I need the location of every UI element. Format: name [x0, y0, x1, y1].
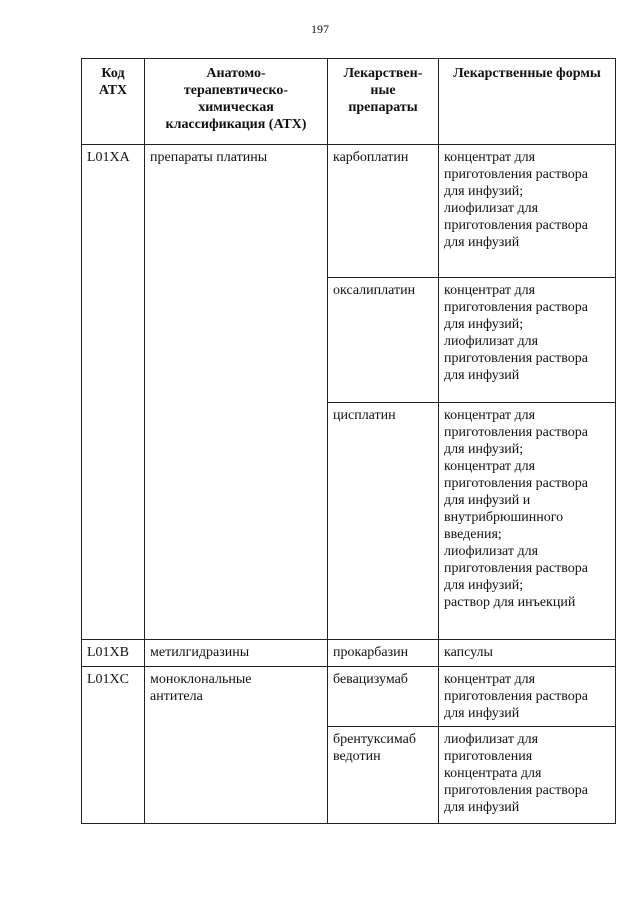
- drug-cell: оксалиплатин: [328, 278, 439, 403]
- drug-cell: бевацизумаб: [328, 667, 439, 727]
- forms-cell: концентрат для приготовления раствора для инфузий; лиофилизат для приготовления раствора для инфузий: [439, 145, 616, 278]
- forms-cell: капсулы: [439, 640, 616, 667]
- page-number: 197: [311, 22, 329, 36]
- header-classification: Анатомо- терапевтическо- химическая классификация (АТХ): [145, 59, 328, 145]
- forms-cell: концентрат для приготовления раствора для инфузий; лиофилизат для приготовления раствора для инфузий: [439, 278, 616, 403]
- drug-cell: брентуксимаб ведотин: [328, 727, 439, 824]
- atx-code-cell: L01XC: [82, 667, 145, 824]
- header-row: [82, 59, 616, 145]
- forms-cell: лиофилизат для приготовления концентрата для приготовления раствора для инфузий: [439, 727, 616, 824]
- forms-cell: концентрат для приготовления раствора для инфузий; концентрат для приготовления раствора для инфузий и внутрибрюшинного введения; лиофилизат для приготовления раствора для инфузий; раствор для инъекций: [439, 403, 616, 640]
- drug-cell: прокарбазин: [328, 640, 439, 667]
- table-row: [82, 145, 616, 278]
- header-code: Код АТХ: [82, 59, 145, 145]
- atx-code-cell: L01XA: [82, 145, 145, 640]
- classification-cell: препараты платины: [145, 145, 328, 640]
- header-drugs: Лекарствен- ные препараты: [328, 59, 439, 145]
- table-row: [82, 667, 616, 727]
- drug-cell: цисплатин: [328, 403, 439, 640]
- forms-cell: концентрат для приготовления раствора для инфузий: [439, 667, 616, 727]
- atx-code-cell: L01XB: [82, 640, 145, 667]
- classification-cell: моноклональные антитела: [145, 667, 328, 824]
- atx-table: [81, 58, 616, 824]
- table-row: [82, 640, 616, 667]
- header-forms: Лекарственные формы: [439, 59, 616, 145]
- drug-cell: карбоплатин: [328, 145, 439, 278]
- classification-cell: метилгидразины: [145, 640, 328, 667]
